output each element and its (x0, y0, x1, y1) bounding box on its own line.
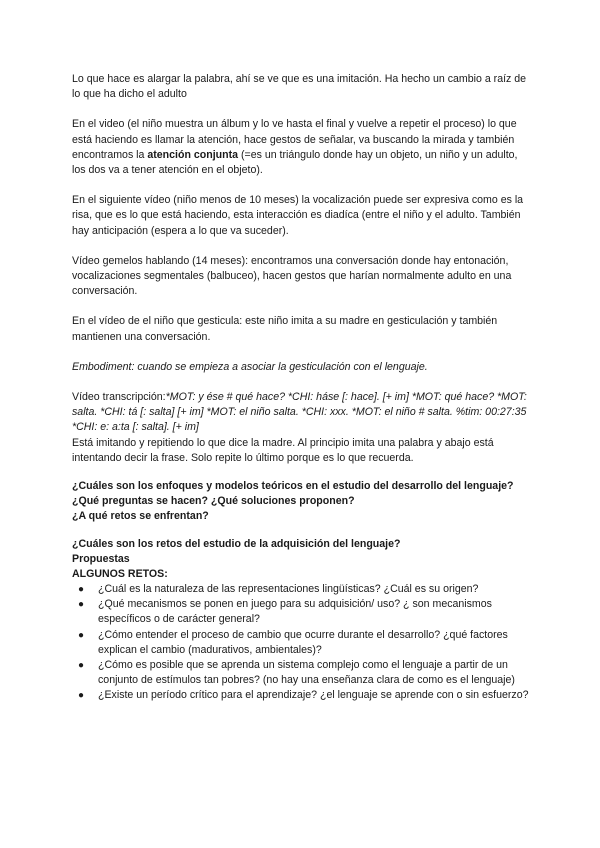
transcription-text: *MOT: y ése # qué hace? *CHI: háse [: hace]. [+ im] *MOT: qué hace? *MOT: salta. *CHI: tá [: salta] [+ im] *MOT: el niño salta. *CHI: xxx. *MOT: el niño # salta. %tim: 00:27:35 *CHI: e: a:ta [: salta]. [+ im] (72, 391, 527, 434)
joint-attention-term: atención conjunta (147, 148, 239, 161)
list-item (72, 597, 532, 627)
paragraph-baby-video: En el siguiente vídeo (niño menos de 10 meses) la vocalización puede ser expresiva como es la risa, que es lo que está haciendo, esta interacción es diadíca (entre el niño y el adulto. También hay anticipación (espera a lo que va suceder). (72, 194, 524, 237)
question-approaches: ¿Cuáles son los enfoques y modelos teóricos en el estudio del desarrollo del lenguaje? (72, 480, 514, 493)
list-item (72, 582, 532, 597)
list-item (72, 658, 532, 688)
challenges-list (72, 582, 532, 704)
paragraph-transcription-comment: Está imitando y repitiendo lo que dice la madre. Al principio imita una palabra y abajo está intentando decir la frase. Solo repite lo último porque es lo que recuerda. (72, 436, 494, 464)
transcription-label: Vídeo transcripción: (72, 391, 166, 404)
bullet-icon: ● (78, 690, 85, 702)
list-item-text: ¿Cómo entender el proceso de cambio que ocurre durante el desarrollo? ¿qué factores explican el cambio (madurativos, ambientales)? (98, 628, 508, 656)
bullet-icon: ● (78, 629, 85, 641)
challenges-heading: ¿Cuáles son los retos del estudio de la adquisición del lenguaje? (72, 538, 401, 551)
paragraph-transcription (72, 390, 532, 436)
bullet-icon: ● (78, 660, 85, 672)
bullet-icon: ● (78, 584, 85, 596)
list-item-text: ¿Cómo es posible que se aprenda un sistema complejo como el lenguaje a partir de un conjunto de estímulos tan pobres? (no hay una enseñanza clara de como es el lenguaje) (98, 659, 515, 687)
challenges-some-label: ALGUNOS RETOS: (72, 568, 168, 581)
paragraph-twins-video: Vídeo gemelos hablando (14 meses): encontramos una conversación donde hay entonación, vocalizaciones segmentales (balbuceo), hacen gestos que harían normalmente adulto en una conversación. (72, 254, 512, 298)
list-item (72, 628, 532, 658)
paragraph-gesture-video: En el vídeo de el niño que gesticula: este niño imita a su madre en gesticulación y también mantienen una conversación. (72, 315, 498, 343)
challenges-proposals: Propuestas (72, 553, 130, 566)
paragraph-album-video (72, 117, 532, 178)
paragraph-embodiment: Embodiment: cuando se empieza a asociar la gesticulación con el lenguaje. (72, 360, 428, 373)
list-item (72, 688, 532, 703)
list-item-text: ¿Existe un período crítico para el aprendizaje? ¿el lenguaje se aprende con o sin esfuerzo? (98, 689, 529, 702)
question-challenges: ¿A qué retos se enfrentan? (72, 510, 209, 523)
document-page (72, 72, 532, 704)
question-questions: ¿Qué preguntas se hacen? ¿Qué soluciones proponen? (72, 495, 355, 508)
list-item-text: ¿Cuál es la naturaleza de las representaciones lingüísticas? ¿Cuál es su origen? (98, 583, 479, 596)
paragraph-imitation: Lo que hace es alargar la palabra, ahí se ve que es una imitación. Ha hecho un cambio a raíz de lo que ha dicho el adulto (72, 73, 527, 101)
list-item-text: ¿Qué mecanismos se ponen en juego para su adquisición/ uso? ¿ son mecanismos específicos o de carácter general? (98, 598, 492, 626)
paragraph-album-video-text-b: (=es un triángulo donde hay un objeto, un niño y un adulto, los dos va a tener atención en el objeto). (72, 148, 518, 177)
bullet-icon: ● (78, 599, 85, 611)
paragraph-album-video-text-a: En el video (el niño muestra un álbum y lo ve hasta el final y vuelve a repetir el proceso) lo que está haciendo es llamar la atención, hace gestos de señalar, va buscando la mirada y también encontramos la (72, 118, 517, 161)
